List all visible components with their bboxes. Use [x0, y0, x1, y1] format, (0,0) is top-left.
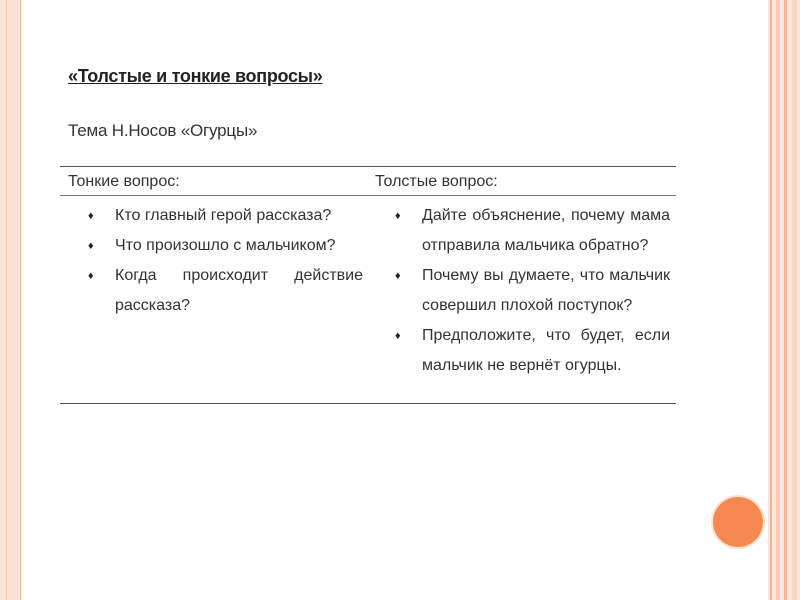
bullet-diamond-icon: ♦ — [88, 210, 94, 222]
orange-circle-decoration — [713, 497, 763, 547]
right-stripe — [776, 0, 780, 600]
list-item — [88, 231, 363, 261]
right-stripe — [770, 0, 772, 600]
list-item-text: Почему вы думаете, что мальчик совершил плохой поступок? — [422, 267, 670, 314]
list-item-text: Когда происходит действие рассказа? — [115, 267, 363, 314]
list-item-text: Предположите, что будет, если мальчик не вернёт огурцы. — [422, 327, 670, 374]
right-stripe — [792, 0, 797, 600]
list-item-text: Что произошло с мальчиком? — [115, 237, 336, 254]
left-border-line — [6, 0, 7, 600]
bullet-diamond-icon: ♦ — [395, 270, 401, 282]
thick-questions-column — [395, 201, 670, 381]
slide-title: «Толстые и тонкие вопросы» — [68, 66, 323, 86]
list-item-text: Дайте объяснение, почему мама отправила мальчика обратно? — [422, 207, 670, 254]
left-border-decoration — [0, 0, 21, 600]
right-stripe — [784, 0, 787, 600]
list-item — [88, 201, 363, 231]
header-thin-questions: Тонкие вопрос: — [68, 173, 180, 190]
bullet-diamond-icon: ♦ — [88, 270, 94, 282]
list-item — [395, 201, 670, 261]
list-item — [88, 261, 363, 321]
slide-subtitle: Тема Н.Носов «Огурцы» — [68, 121, 258, 140]
header-thick-questions: Толстые вопрос: — [375, 173, 498, 190]
list-item — [395, 261, 670, 321]
questions-table — [60, 166, 676, 404]
list-item-text: Кто главный герой рассказа? — [115, 207, 332, 224]
bullet-diamond-icon: ♦ — [88, 240, 94, 252]
thin-questions-column — [88, 201, 363, 321]
table-header-row — [60, 167, 676, 196]
list-item — [395, 321, 670, 381]
bullet-diamond-icon: ♦ — [395, 330, 401, 342]
bullet-diamond-icon: ♦ — [395, 210, 401, 222]
